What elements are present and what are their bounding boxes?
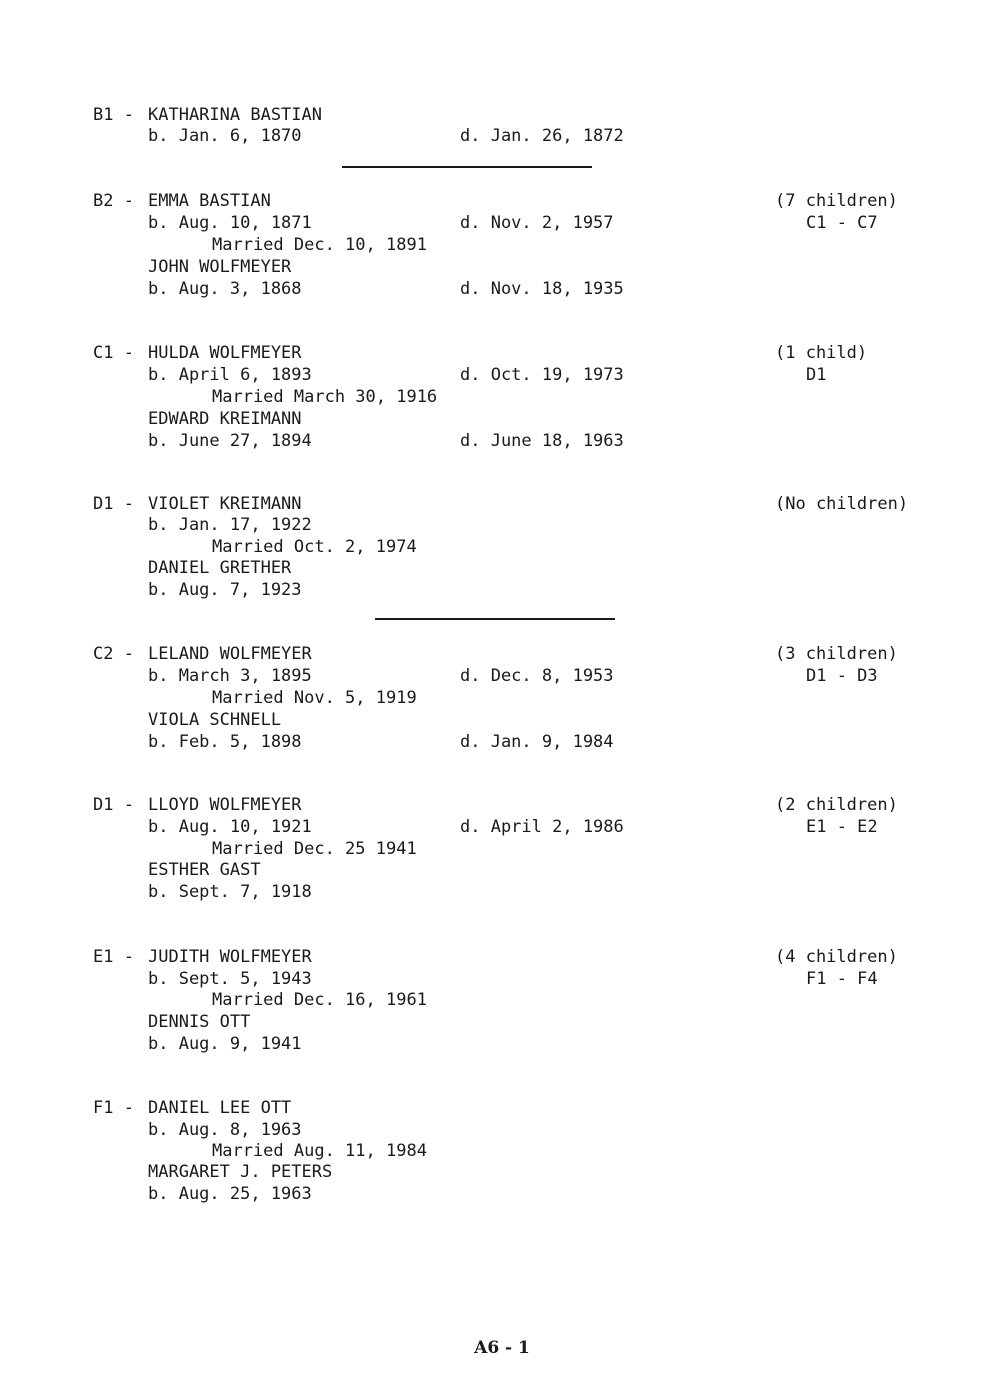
children-range: C1 - C7 [806,213,878,233]
entry-birth: b. March 3, 1895 [148,666,312,686]
children-count: (4 children) [775,947,898,967]
children-count: (1 child) [775,343,868,363]
entry-code: D1 - [93,494,134,514]
marriage-date: Married Dec. 16, 1961 [212,990,427,1010]
entry-code: B2 - [93,191,134,211]
entry-name: KATHARINA BASTIAN [148,105,322,125]
marriage-date: Married Dec. 25 1941 [212,839,417,859]
entry-name: DANIEL LEE OTT [148,1098,292,1118]
spouse-name: DENNIS OTT [148,1012,251,1032]
children-range: F1 - F4 [806,969,878,989]
entry-birth: b. Jan. 17, 1922 [148,515,312,535]
spouse-birth: b. Aug. 3, 1868 [148,279,302,299]
spouse-birth: b. June 27, 1894 [148,431,312,451]
entry-code: B1 - [93,105,134,125]
spouse-death: d. Jan. 9, 1984 [460,732,614,752]
children-count: (3 children) [775,644,898,664]
entry-name: LELAND WOLFMEYER [148,644,312,664]
entry-birth: b. Sept. 5, 1943 [148,969,312,989]
spouse-death: d. Nov. 18, 1935 [460,279,624,299]
spouse-death: d. June 18, 1963 [460,431,624,451]
children-range: E1 - E2 [806,817,878,837]
entry-code: C2 - [93,644,134,664]
spouse-birth: b. Feb. 5, 1898 [148,732,302,752]
entry-birth: b. Aug. 10, 1921 [148,817,312,837]
spouse-name: DANIEL GRETHER [148,558,292,578]
spouse-birth: b. Aug. 7, 1923 [148,580,302,600]
marriage-date: Married Dec. 10, 1891 [212,235,427,255]
entry-death: d. Oct. 19, 1973 [460,365,624,385]
spouse-birth: b. Sept. 7, 1918 [148,882,312,902]
entry-death: d. Nov. 2, 1957 [460,213,614,233]
children-count: (7 children) [775,191,898,211]
entry-name: VIOLET KREIMANN [148,494,302,514]
entry-name: EMMA BASTIAN [148,191,271,211]
page-number: A6 - 1 [474,1338,530,1358]
section-divider [342,166,592,168]
entry-name: JUDITH WOLFMEYER [148,947,312,967]
children-count: (2 children) [775,795,898,815]
entry-death: d. Dec. 8, 1953 [460,666,614,686]
entry-name: HULDA WOLFMEYER [148,343,302,363]
entry-code: F1 - [93,1098,134,1118]
entry-death: d. Jan. 26, 1872 [460,126,624,146]
entry-name: LLOYD WOLFMEYER [148,795,302,815]
spouse-name: EDWARD KREIMANN [148,409,302,429]
children-count: (No children) [775,494,909,514]
spouse-name: JOHN WOLFMEYER [148,257,292,277]
marriage-date: Married Aug. 11, 1984 [212,1141,427,1161]
spouse-name: VIOLA SCHNELL [148,710,282,730]
marriage-date: Married March 30, 1916 [212,387,438,407]
entry-code: E1 - [93,947,134,967]
entry-birth: b. Aug. 10, 1871 [148,213,312,233]
entry-code: D1 - [93,795,134,815]
spouse-birth: b. Aug. 9, 1941 [148,1034,302,1054]
marriage-date: Married Oct. 2, 1974 [212,537,417,557]
children-range: D1 [806,365,827,385]
spouse-name: MARGARET J. PETERS [148,1162,333,1182]
marriage-date: Married Nov. 5, 1919 [212,688,417,708]
entry-birth: b. April 6, 1893 [148,365,312,385]
spouse-name: ESTHER GAST [148,860,261,880]
children-range: D1 - D3 [806,666,878,686]
entry-death: d. April 2, 1986 [460,817,624,837]
entry-birth: b. Jan. 6, 1870 [148,126,302,146]
section-divider [375,618,615,620]
entry-birth: b. Aug. 8, 1963 [148,1120,302,1140]
spouse-birth: b. Aug. 25, 1963 [148,1184,312,1204]
entry-code: C1 - [93,343,134,363]
